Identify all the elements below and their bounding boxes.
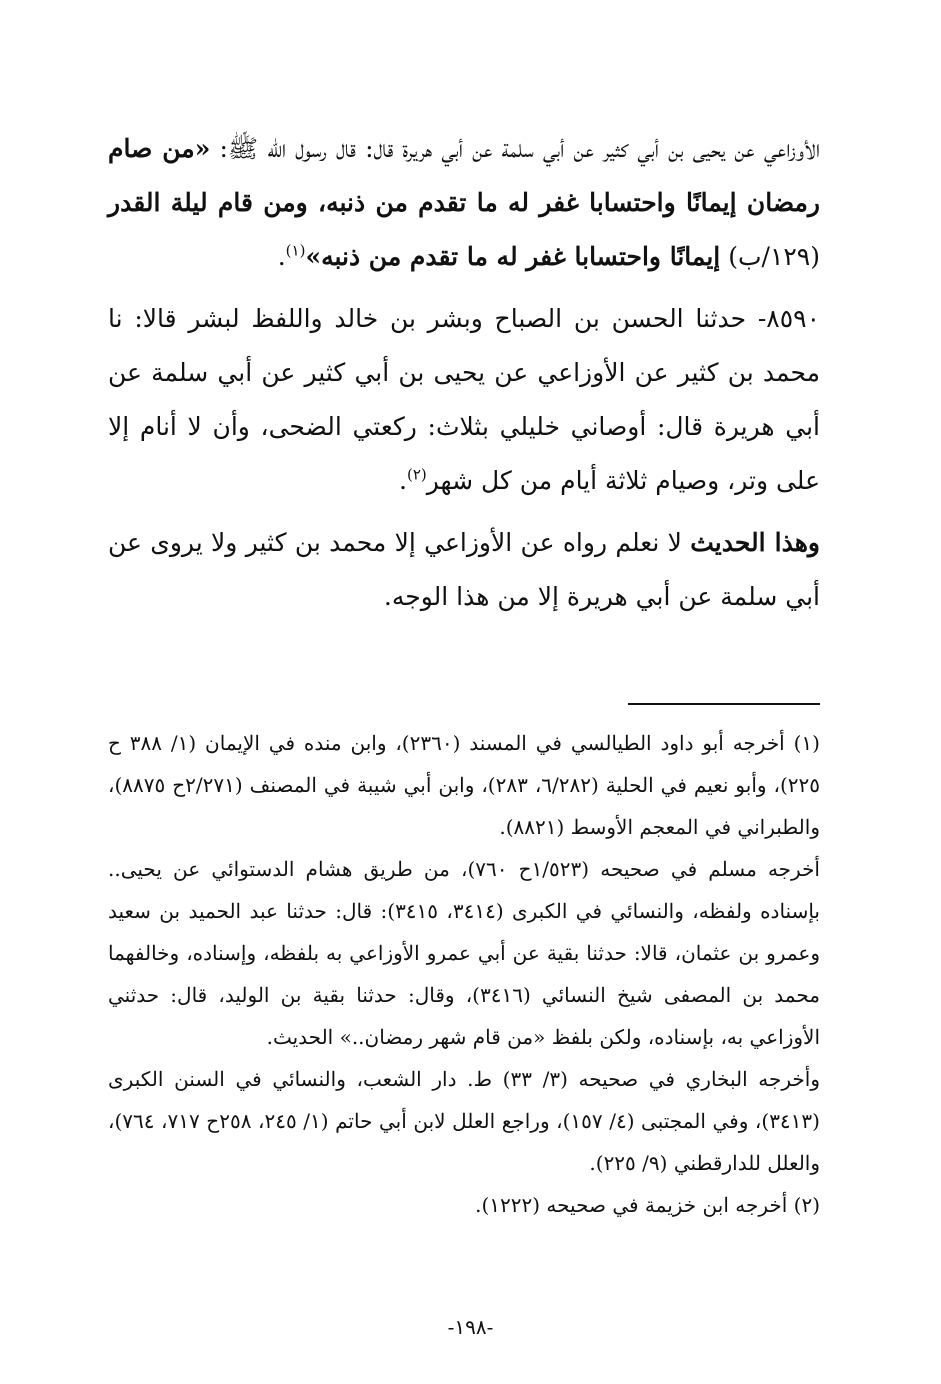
folio-marker: (١٢٩/ب) xyxy=(720,242,820,271)
hadith-8590-text: ٨٥٩٠- حدثنا الحسن بن الصباح وبشر بن خالد واللفظ لبشر قالا: نا محمد بن كثير عن الأوزاعي عن يحيى بن أبي كثير عن أبي سلمة عن أبي هريرة قال: أوصاني خليلي بثلاث: ركعتي الضحى، وأن لا أنام إلا على وتر، وصيام ثلاثة أيام من كل شهر xyxy=(108,304,820,495)
hadith-matn-bold-continued: إيمانًا واحتسابا غفر له ما تقدم من ذنبه» xyxy=(305,242,721,271)
footnote-1-part-a: (١) أخرجه أبو داود الطيالسي في المسند (٢٣٦٠)، وابن منده في الإيمان (١/ ٣٨٨ ح ٢٢٥)، وأبو نعيم في الحلية (٦/٢٨٢، ٢٨٣)، وابن أبي شيبة في المصنف (٢/٢٧١ح ٨٨٧٥)، والطبراني في المعجم الأوسط (٨٨٢١). xyxy=(108,731,820,839)
footnotes xyxy=(108,722,820,1226)
period: . xyxy=(277,242,286,271)
footnote-ref-2: (٢) xyxy=(406,465,427,484)
hadith-paragraph-2 xyxy=(108,292,820,508)
commentary-lead-bold: وهذا الحديث xyxy=(690,528,821,557)
hadith-matn-bold: «من صام رمضان إيمانًا واحتسابا غفر له ما تقدم من ذنبه، ومن قام ليلة القدر xyxy=(108,134,820,217)
period: . xyxy=(399,466,407,495)
footnote-1-part-c: وأخرجه البخاري في صحيحه (٣/ ٣٣) ط. دار الشعب، والنسائي في السنن الكبرى (٣٤١٣)، وفي المجتبى (٤/ ١٥٧)، وراجع العلل لابن أبي حاتم (١/ ٢٤٥، ٢٥٨ح ٧١٧، ٧٦٤)، والعلل للدارقطني (٩/ ٢٢٥). xyxy=(108,1067,820,1175)
hadith-paragraph-1 xyxy=(108,122,820,284)
main-text xyxy=(108,122,820,624)
footnote-2: (٢) أخرجه ابن خزيمة في صحيحه (١٢٢٢). xyxy=(475,1193,820,1217)
commentary-text: لا نعلم رواه عن الأوزاعي إلا محمد بن كثير ولا يروى عن أبي سلمة عن أبي هريرة إلا من هذا الوجه. xyxy=(108,528,820,611)
isnad-text: الأوزاعي عن يحيى بن أبي كثير عن أبي سلمة عن أبي هريرة قال: قال رسول الله ﷺ: xyxy=(210,134,820,163)
footnote-1-part-b: أخرجه مسلم في صحيحه (١/٥٢٣ح ٧٦٠)، من طريق هشام الدستوائي عن يحيى.. بإسناده ولفظه، والنسائي في الكبرى (٣٤١٤، ٣٤١٥): قال: حدثنا عبد الحميد بن سعيد وعمرو بن عثمان، قالا: حدثنا بقية عن أبي عمرو الأوزاعي به بلفظه، وإسناده، وخالفهما محمد بن المصفى شيخ النسائي (٣٤١٦)، وقال: حدثنا بقية بن الوليد، قال: حدثني الأوزاعي به، بإسناده، ولكن بلفظ «من قام شهر رمضان..» الحديث. xyxy=(108,857,821,1049)
footnote-ref-1: (١) xyxy=(285,241,306,260)
footnote-separator xyxy=(628,703,820,705)
commentary-paragraph xyxy=(108,516,820,624)
page-number: -١٩٨- xyxy=(447,1315,494,1339)
